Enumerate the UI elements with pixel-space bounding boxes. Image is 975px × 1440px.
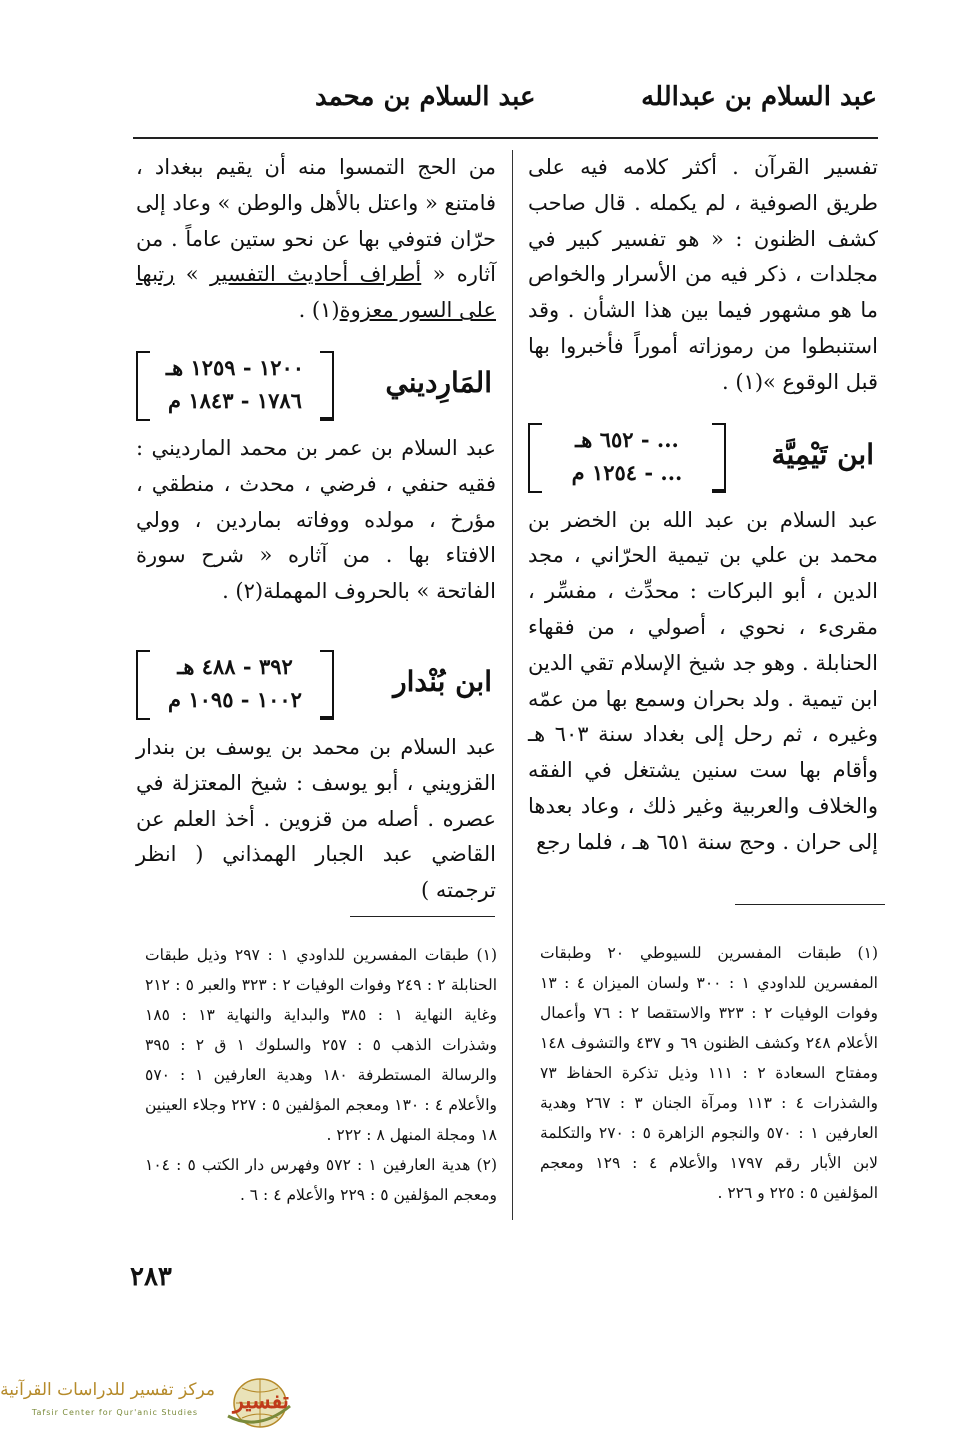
column-divider: [512, 150, 513, 1220]
page-number: ٢٨٣: [130, 1262, 172, 1292]
left-body-text-2: عبد السلام بن محمد بن يوسف بن بندار القزويني ، أبو يوسف : شيخ المعتزلة في عصره . أصله من قزوين . أخذ العلم عن القاضي عبد الجبار الهمذاني ( انظر ترجمته ): [136, 734, 496, 903]
date-bracket: [136, 351, 334, 421]
date-bracket: [528, 423, 726, 493]
entry-name: المَارِديني: [385, 365, 492, 399]
footnote: (١) طبقات المفسرين للداودي ١ : ٢٩٧ وذيل طبقات الحنابلة ٢ : ٢٤٩ وفوات الوفيات ٢ : ٣٢٣ والعبر ٥ : ٢١٢ وغاية النهاية ١ : ٣٨٥ والبداية والنهاية ١٣ : ١٨٥ وشذرات الذهب ٥ : ٢٥٧ والسلوك ١ ق ٢ : ٣٩٥ والرسالة المستطرفة ١٨٠ وهدية العارفين ١ : ٥٧٠ والأعلام ٤ : ١٣٠ ومعجم المؤلفين ٥ : ٢٢٧ وجلاء العينين ١٨ ومجلة المنهل ٨ : ٢٢٢ .: [145, 946, 498, 1144]
entry-header-mardini: [136, 347, 496, 427]
entry-header-ibn-bundar: [136, 646, 496, 726]
running-head-right: عبد السلام بن عبدالله: [641, 82, 877, 112]
footnote-rule-right: [735, 904, 885, 905]
footnote: (١) طبقات المفسرين للسيوطي ٢٠ وطبقات المفسرين للداودي ١ : ٣٠٠ ولسان الميزان ٤ : ١٣ وفوات الوفيات ٢ : ٣٢٣ والاستقصا ٢ : ٧٦ وأعمال الأعلام ٢٤٨ وكشف الظنون ٦٩ و ٤٣٧ والتشوف ١٤٨ ومفتاح السعادة ٢ : ١١١ وذيل تذكرة الحفاظ ٧٣ والشذرات ٤ : ١١٣ ومرآة الجنان ٣ : ٢٦٧ وهدية العارفين ١ : ٥٧٠ والنجوم الزاهرة ٥ : ٢٧٠ والتكلمة لابن الأبار رقم ١٧٩٧ والأعلام ٤ : ١٢٩ ومعجم المؤلفين ٥ : ٢٢٥ و ٢٢٦ .: [540, 944, 879, 1202]
header-rule: [133, 137, 878, 139]
entry-name: ابن تَيْمِيَّة: [771, 437, 874, 471]
entry-header-ibn-taymiyya: [528, 419, 878, 499]
intro-mid: »: [174, 262, 210, 287]
intro-prefix: من الحج التمسوا منه أن يقيم ببغداد ، فامتنع « واعتل بالأهل والوطن » وعاد إلى حرّان فتوفي بها عن نحو ستين عاماً . من آثاره «: [136, 155, 496, 287]
underlined-phrase: رتبها على السور معزوة: [136, 262, 496, 323]
right-intro-text: تفسير القرآن . أكثر كلامه فيه على طريق الصوفية ، لم يكمله . قال صاحب كشف الظنون : « هو تفسير كبير في مجلدات ، ذكر فيه من الأسرار والخواص ما هو مشهور فيما بين هذا الشأن . وقد استنبطوا من رموزاته أموراً فأخبروا بها قبل الوقوع »(١) .: [528, 155, 878, 394]
date-bracket: [136, 650, 334, 720]
left-body-text-1: عبد السلام بن عمر بن محمد المارديني : فقيه حنفي ، فرضي ، محدث ، منطقي ، مؤرخ ، مولده ووفاته بماردين ، وولي الافتاء بها . من آثاره « شرح سورة الفاتحة » بالحروف المهملة(٢) .: [136, 435, 496, 604]
footnotes-left: [145, 940, 497, 1210]
book-title: أطراف أحاديث التفسير: [209, 262, 422, 287]
footnote-rule-left: [350, 916, 495, 917]
intro-suffix: (١) .: [298, 298, 340, 323]
date-hijri: ١٢٠٠ - ١٢٥٩ هـ: [165, 354, 305, 380]
logo-arabic-text: مركز تفسير للدراسات القرآنية: [0, 1380, 215, 1400]
left-intro-text: [136, 150, 496, 329]
logo-word: تفسير: [233, 1388, 289, 1414]
footnotes-right: [540, 938, 878, 1208]
left-column: [136, 150, 496, 909]
entry-name: ابن بُنْدار: [393, 664, 492, 698]
logo-english-text: Tafsir Center for Qur'anic Studies: [31, 1408, 199, 1417]
date-gregorian: ... - ١٢٥٤ م: [571, 459, 683, 485]
date-hijri: ٣٩٢ - ٤٨٨ هـ: [177, 653, 293, 679]
date-gregorian: ١٧٨٦ - ١٨٤٣ م: [168, 387, 302, 413]
tafsir-center-logo: [0, 1374, 300, 1434]
running-head-left: عبد السلام بن محمد: [315, 82, 536, 112]
right-column: [528, 150, 878, 861]
right-body-text: عبد السلام بن عبد الله بن الخضر بن محمد بن علي بن تيمية الحرّاني ، مجد الدين ، أبو البركات : محدِّث ، مفسِّر ، مقرىء ، نحوي ، أصولي ، من فقهاء الحنابلة . وهو جد شيخ الإسلام تقي الدين ابن تيمية . ولد بحران وسمع بها من عمّه وغيره ، ثم رحل إلى بغداد سنة ٦٠٣ هـ وأقام بها ست سنين يشتغل في الفقه والخلاف والعربية وغير ذلك ، وعاد بعدها إلى حران . وحج سنة ٦٥١ هـ ، فلما رجع: [528, 507, 878, 854]
footnote: (٢) هدية العارفين ١ : ٥٧٢ وفهرس دار الكتب ٥ : ١٠٤ ومعجم المؤلفين ٥ : ٢٢٩ والأعلام ٤ : ٦ .: [145, 1156, 497, 1204]
date-hijri: ... - ٦٥٢ هـ: [575, 426, 679, 452]
date-gregorian: ١٠٠٢ - ١٠٩٥ م: [168, 686, 302, 712]
